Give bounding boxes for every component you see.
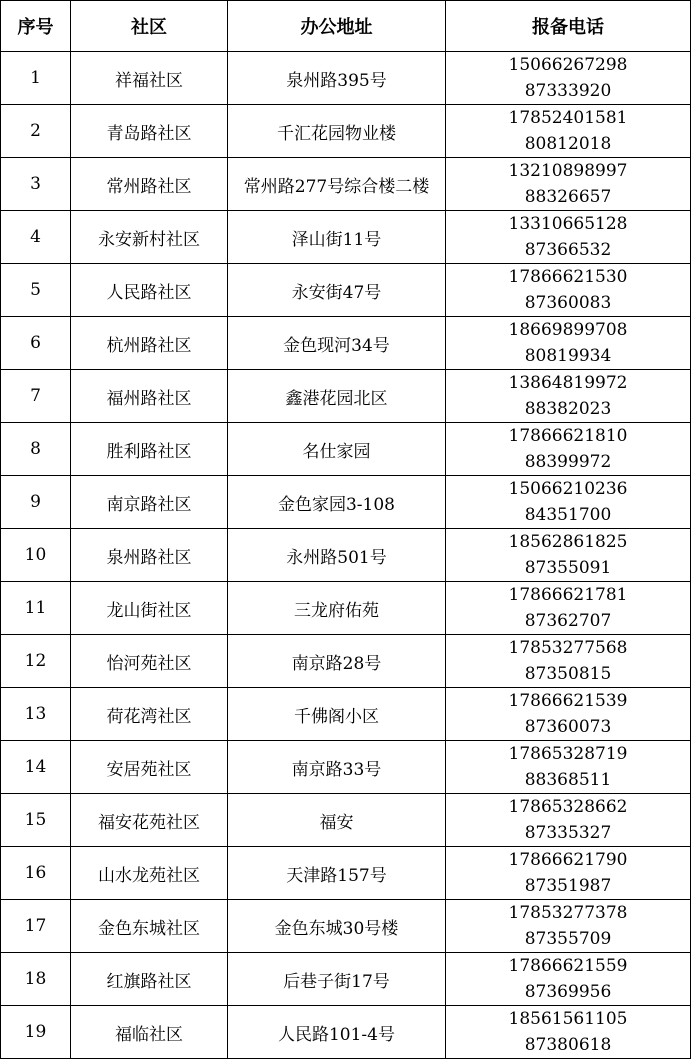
phone-cell: [446, 953, 691, 1006]
table-row: [1, 582, 691, 635]
address-cell: 永州路501号: [228, 529, 446, 582]
landline-number: 87350815: [524, 664, 612, 684]
phone-cell: [446, 423, 691, 476]
table-row: [1, 211, 691, 264]
table-row: [1, 529, 691, 582]
mobile-number: 17866621539: [508, 691, 628, 711]
community-cell: 荷花湾社区: [71, 688, 228, 741]
mobile-number: 17865328662: [508, 797, 628, 817]
table-row: [1, 52, 691, 105]
landline-number: 84351700: [524, 505, 612, 525]
serial-number-cell: 19: [1, 1006, 71, 1059]
serial-number-cell: 17: [1, 900, 71, 953]
address-cell: 鑫港花园北区: [228, 370, 446, 423]
landline-number: 88326657: [524, 187, 612, 207]
mobile-number: 17853277378: [508, 903, 628, 923]
table-row: [1, 423, 691, 476]
landline-number: 88368511: [524, 770, 612, 790]
mobile-number: 15066267298: [508, 55, 628, 75]
header-community: 社区: [71, 1, 228, 52]
serial-number-cell: 11: [1, 582, 71, 635]
landline-number: 87380618: [524, 1035, 612, 1055]
community-cell: 福临社区: [71, 1006, 228, 1059]
community-cell: 红旗路社区: [71, 953, 228, 1006]
table-header: [1, 1, 691, 52]
phone-cell: [446, 370, 691, 423]
table-row: [1, 953, 691, 1006]
address-cell: 千佛阁小区: [228, 688, 446, 741]
community-cell: 龙山街社区: [71, 582, 228, 635]
serial-number-cell: 14: [1, 741, 71, 794]
landline-number: 80812018: [524, 134, 612, 154]
address-cell: 金色东城30号楼: [228, 900, 446, 953]
address-cell: 千汇花园物业楼: [228, 105, 446, 158]
serial-number-cell: 13: [1, 688, 71, 741]
address-cell: 金色家园3-108: [228, 476, 446, 529]
table-body: [1, 52, 691, 1059]
phone-cell: [446, 688, 691, 741]
table-row: [1, 317, 691, 370]
community-cell: 永安新村社区: [71, 211, 228, 264]
landline-number: 87351987: [524, 876, 612, 896]
phone-cell: [446, 847, 691, 900]
header-office-address: 办公地址: [228, 1, 446, 52]
mobile-number: 17866621559: [508, 956, 628, 976]
landline-number: 87360073: [524, 717, 612, 737]
table-row: [1, 847, 691, 900]
phone-cell: [446, 105, 691, 158]
mobile-number: 13864819972: [508, 373, 628, 393]
serial-number-cell: 6: [1, 317, 71, 370]
phone-cell: [446, 211, 691, 264]
header-serial-number: 序号: [1, 1, 71, 52]
phone-cell: [446, 1006, 691, 1059]
address-cell: 永安街47号: [228, 264, 446, 317]
table-row: [1, 264, 691, 317]
phone-cell: [446, 317, 691, 370]
community-cell: 怡河苑社区: [71, 635, 228, 688]
mobile-number: 18561561105: [508, 1009, 628, 1029]
landline-number: 87366532: [524, 240, 612, 260]
landline-number: 87335327: [524, 823, 612, 843]
serial-number-cell: 3: [1, 158, 71, 211]
address-cell: 金色现河34号: [228, 317, 446, 370]
address-cell: 后巷子街17号: [228, 953, 446, 1006]
address-cell: 名仕家园: [228, 423, 446, 476]
community-cell: 安居苑社区: [71, 741, 228, 794]
community-cell: 杭州路社区: [71, 317, 228, 370]
serial-number-cell: 5: [1, 264, 71, 317]
landline-number: 87362707: [524, 611, 612, 631]
table-row: [1, 900, 691, 953]
address-cell: 人民路101-4号: [228, 1006, 446, 1059]
landline-number: 87355091: [524, 558, 612, 578]
serial-number-cell: 8: [1, 423, 71, 476]
community-cell: 福州路社区: [71, 370, 228, 423]
header-row: [1, 1, 691, 52]
phone-cell: [446, 52, 691, 105]
community-cell: 泉州路社区: [71, 529, 228, 582]
mobile-number: 13310665128: [508, 214, 628, 234]
phone-cell: [446, 529, 691, 582]
landline-number: 88399972: [524, 452, 612, 472]
phone-cell: [446, 741, 691, 794]
phone-cell: [446, 794, 691, 847]
address-cell: 泉州路395号: [228, 52, 446, 105]
mobile-number: 17852401581: [508, 108, 628, 128]
table-row: [1, 741, 691, 794]
phone-cell: [446, 158, 691, 211]
phone-cell: [446, 900, 691, 953]
table-row: [1, 794, 691, 847]
mobile-number: 18669899708: [508, 320, 628, 340]
serial-number-cell: 12: [1, 635, 71, 688]
community-cell: 山水龙苑社区: [71, 847, 228, 900]
serial-number-cell: 4: [1, 211, 71, 264]
table-row: [1, 105, 691, 158]
address-cell: 常州路277号综合楼二楼: [228, 158, 446, 211]
community-cell: 福安花苑社区: [71, 794, 228, 847]
landline-number: 80819934: [524, 346, 612, 366]
address-cell: 南京路33号: [228, 741, 446, 794]
address-cell: 南京路28号: [228, 635, 446, 688]
table-row: [1, 370, 691, 423]
mobile-number: 17866621781: [508, 585, 628, 605]
address-cell: 福安: [228, 794, 446, 847]
table-row: [1, 688, 691, 741]
mobile-number: 13210898997: [508, 161, 628, 181]
community-cell: 青岛路社区: [71, 105, 228, 158]
address-cell: 三龙府佑苑: [228, 582, 446, 635]
address-cell: 泽山街11号: [228, 211, 446, 264]
mobile-number: 15066210236: [508, 479, 628, 499]
table-row: [1, 158, 691, 211]
landline-number: 87333920: [524, 81, 612, 101]
mobile-number: 17866621810: [508, 426, 628, 446]
phone-cell: [446, 582, 691, 635]
serial-number-cell: 18: [1, 953, 71, 1006]
phone-cell: [446, 476, 691, 529]
table-row: [1, 476, 691, 529]
serial-number-cell: 2: [1, 105, 71, 158]
mobile-number: 17866621530: [508, 267, 628, 287]
serial-number-cell: 9: [1, 476, 71, 529]
landline-number: 87369956: [524, 982, 612, 1002]
serial-number-cell: 16: [1, 847, 71, 900]
mobile-number: 18562861825: [508, 532, 628, 552]
community-cell: 人民路社区: [71, 264, 228, 317]
community-cell: 金色东城社区: [71, 900, 228, 953]
mobile-number: 17866621790: [508, 850, 628, 870]
phone-cell: [446, 635, 691, 688]
table-row: [1, 635, 691, 688]
landline-number: 88382023: [524, 399, 612, 419]
landline-number: 87360083: [524, 293, 612, 313]
community-cell: 祥福社区: [71, 52, 228, 105]
mobile-number: 17865328719: [508, 744, 628, 764]
community-cell: 南京路社区: [71, 476, 228, 529]
landline-number: 87355709: [524, 929, 612, 949]
serial-number-cell: 15: [1, 794, 71, 847]
community-cell: 胜利路社区: [71, 423, 228, 476]
serial-number-cell: 1: [1, 52, 71, 105]
serial-number-cell: 7: [1, 370, 71, 423]
table-row: [1, 1006, 691, 1059]
address-cell: 天津路157号: [228, 847, 446, 900]
serial-number-cell: 10: [1, 529, 71, 582]
mobile-number: 17853277568: [508, 638, 628, 658]
community-cell: 常州路社区: [71, 158, 228, 211]
header-report-phone: 报备电话: [446, 1, 691, 52]
phone-cell: [446, 264, 691, 317]
